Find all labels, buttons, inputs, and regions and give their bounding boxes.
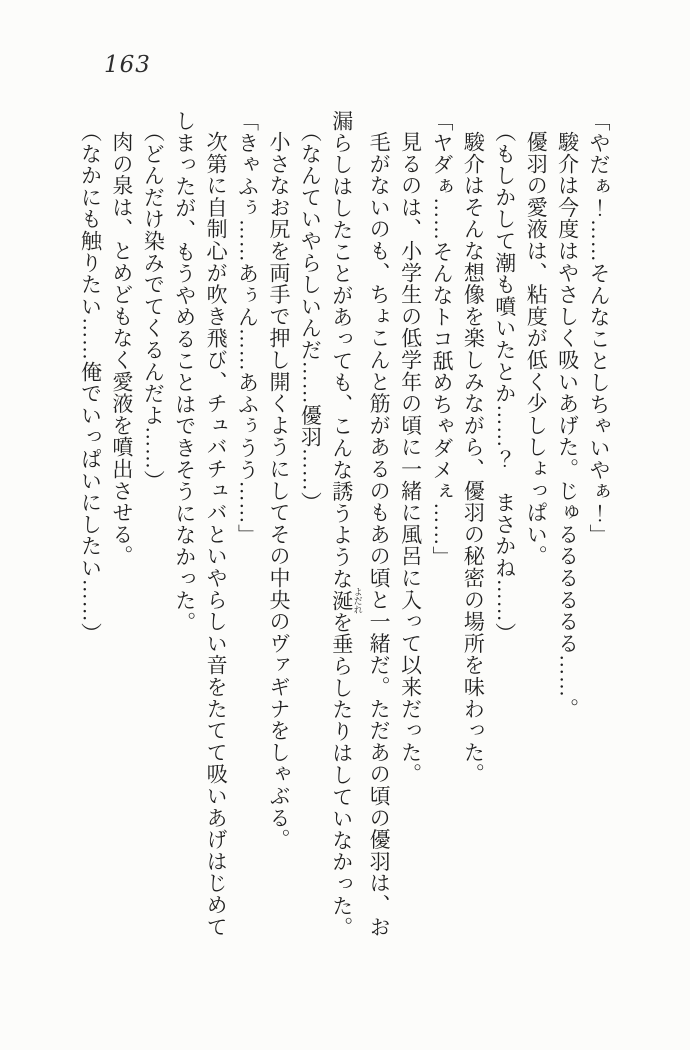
text-line: 肉の泉は、とめどもなく愛液を噴出させる。 — [109, 131, 134, 567]
text-line: （もしかして潮も噴いたとか……？ まさかね……） — [492, 120, 517, 644]
text-line: しまったが、もうやめることはできそうになかった。 — [172, 110, 197, 634]
text-line: 漏らしはしたことがあっても、こんな誘うような涎 よだれを垂らしたりはしていなかった。 — [329, 110, 363, 939]
text-line: 次第に自制心が吹き飛び、チュバチュバといやらしい音をたてて吸いあげはじめて — [204, 131, 229, 938]
text-line: （なんていやらしいんだ……優羽……） — [298, 120, 323, 513]
text-line: 見るのは、小学生の低学年の頃に一緒に風呂に入って以来だった。 — [398, 131, 423, 785]
text-line: 「きゃふぅ……あぅん……あふぅうう……」 — [235, 110, 260, 546]
text-line: （どんだけ染みでてくるんだよ……） — [141, 120, 166, 492]
text-line: 優羽の愛液は、粘度が低く少ししょっぱい。 — [524, 131, 549, 567]
text-line: 「ヤダぁ……そんなトコ舐めちゃダメぇ……」 — [429, 110, 454, 568]
text-line: 駿介はそんな想像を楽しみながら、優羽の秘密の場所を味わった。 — [461, 131, 486, 785]
text-line: 「やだぁ！……そんなことしちゃいやぁ！」 — [587, 110, 611, 546]
text-line: 駿介は今度はやさしく吸いあげた。じゅるるるるるる……。 — [555, 131, 580, 720]
ruby-annotated-word: 涎 よだれ — [329, 587, 363, 615]
text-block — [74, 110, 614, 962]
text-line: 毛がないのも、ちょこんと筋があるのもあの頃と一緒だ。ただあの頃の優羽は、お — [367, 131, 392, 938]
text-line: （なかにも触りたい……俺でいっぱいにしたい……） — [78, 120, 103, 644]
page-number: 163 — [104, 52, 151, 78]
text-line: 小さなお尻を両手で押し開くようにしてその中央のヴァギナをしゃぶる。 — [266, 131, 291, 851]
